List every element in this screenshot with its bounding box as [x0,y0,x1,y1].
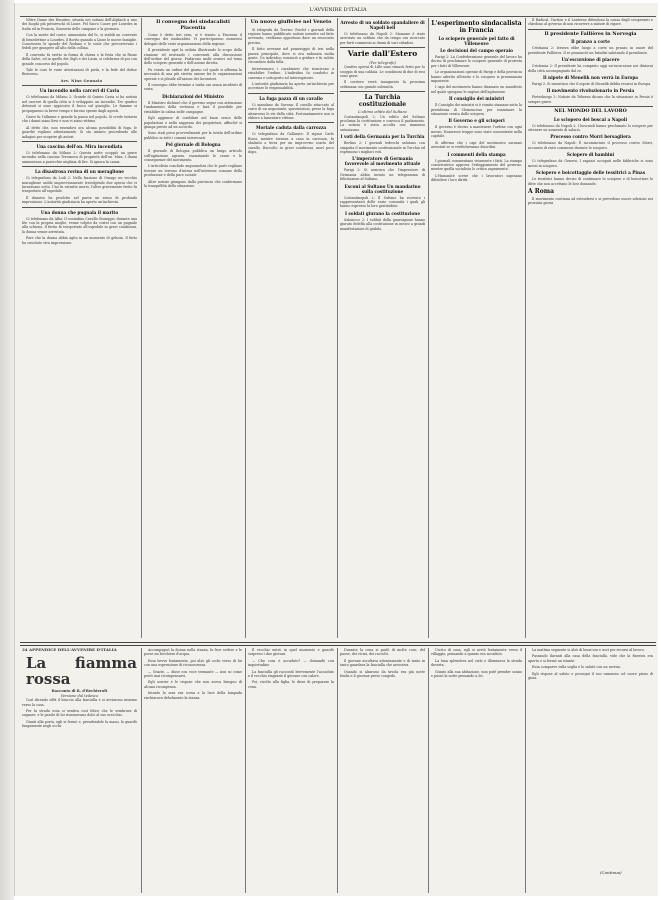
headline-fallieres-norvegia: Il presidente Fallières in Norvegia [544,30,637,37]
headline-persia: Il movimento rivoluzionario in Persia [546,88,635,94]
feuilleton-column-1: 34 APPENDICE DELL'AVVENIRE D'ITALIA La fiamma rossa Racconto di R. d'Rechteroft Versione dal tedesco Così dicendo offrì il braccio alla fanciulla e si avviarono insieme verso la casa. Per la strada essa si sentiva così felice che le sembrava di sognare, e le parole di lui risuonavano dolci al suo orecchio. Giunti alla porta, egli si fermò e, prendendole la mano, la guardò lungamente negli occhi. [22,648,137,729]
column-2: Il convegno dei sindacalisti Piacentia Come è detto ieri sera, si è tenuto a Piacenza il convegno dei sindacalisti. Vi parteciparono numerosi delegati delle varie organizzazioni della regione. Il presidente aprì la seduta illustrando lo scopo della riunione ed invitando i convenuti alla discussione dell'ordine del giorno. Parlarono molti oratori sul tema dello sciopero generale e dell'azione diretta. Fu votato un ordine del giorno col quale si afferma la necessità di una più stretta unione fra le organizzazioni operaie e si plaude all'azione dei lavoratori. Il convegno ebbe termine a tarda ora senza incidenti di sorta. Dichiarazioni del Ministro Il Ministro dichiarò che il governo segue con attenzione l'andamento della vertenza e farà il possibile per ristabilire la calma nelle campagne. Egli aggiunse di confidare nel buon senso delle popolazioni e nella saggezza dei proprietari, affinché si giunga presto ad un accordo. Sono stati presi provvedimenti per la tutela dell'ordine pubblico in tutti i comuni interessati. Pel giornale di Bologna Il giornale di Bologna pubblica un lungo articolo sull'agitazione agraria, esaminando le cause e le conseguenze del movimento. L'articolista conclude augurandosi che le parti vogliano trovare un terreno d'intesa nell'interesse comune della produzione e della pace sociale. Altre notizie giungono dalla provincia che confermano la tranquillità della situazione. [144,19,242,188]
column-rule [141,648,142,893]
headline-caduta-carrozza: Mortale caduta dalla carrozza [255,125,327,131]
page-spine-shadow [0,0,14,900]
headline-consiglio-ministri: Il consiglio dei ministri [448,96,505,102]
feuilleton-author: Racconto di R. d'Rechteroft [51,689,108,694]
headline-varie-estero: Varie dall'Estero [347,49,418,59]
divider [22,207,137,208]
divider [340,47,425,48]
feuilleton-appendix: 34 APPENDICE DELL'AVVENIRE D'ITALIA [22,648,117,652]
divider [22,166,137,167]
headline-sciopero-villeneuve: Lo sciopero generale pel fatto di Villeneuve [438,36,515,46]
headline-fuga-cavallo: La fuga pazza di un cavallo [259,95,323,101]
feuilleton-translation: Versione dal tedesco [60,693,99,698]
divider [248,93,334,94]
column-rule [245,18,246,638]
headline-cascina-incendiata: Una cascina dell'on. Mira incendiata [36,143,123,149]
column-rule [141,18,142,638]
divider [340,91,425,92]
headline-nipote-menelik: Il nipote di Menelik non verrà in Europa [543,74,638,80]
column-1: Nôtre Dame des Exsuites, situata nei sottani dell'Alphach a uno dei luoghi più pittoreschi di Lione. Pel Sacro Cuore per Lourdes in Italia ed in Francia, Sonneria delle campane e la giornata. Con la morte del conte, annunziata dal fr., si stabili un convento di benedettine a Lourdes, il fiorito quando a Lione le nuove famiglie. Concessero le sponde del Rodano e le scale che percorrevano i fedeli per giungere all'alto della collina. Il convento fu eretto in forma di chiesa e la festa che in Rione della Salve, ed in quello dei Gigli e dei Lusin, si celebrava di poi con grande concorso del popolo. Tale le cose le varie attestazioni di pietà, e la fede del dottor Bienvenu. Avv. Nino Gennaio Un incendio nella carceri di Cavia Ci telefonano da Milano 2: Grande di Quinto Cavia si ha notizia nel carcere di quella città si è sviluppato un incendio. Tre quattro detenuti si sono appiccato il fuoco sul giaciglio. Le fiamme si propagarono in breve tempo e furono spente dagli agenti. Grave fu l'allarme e grande la paura nel popolo. Si crede tuttavia che i danni siano lievi e non vi siano vittime. Al detto che, non essendovi ora alcuna possibilità di fuga, le guardie vigilano attentamente. Si sta intanto procedendo alle indagini per scoprire gli autori. Una cascina dell'on. Mira incendiata Ci telefonano da Milano 2: Questa notte scoppiò un grave incendio nella cascina Terranova di proprietà dell'on. Mira. I danni ammontano a parecchie migliaia di lire. Si ignora la causa. La disastrosa rovina di un meraglione Ci telegrafano da Lodi 2: Nella frazione di Ossago un vecchio muraglione cadde improvvisamente travolgendo due operai che vi lavoravano sotto. Uno fu estratto morto, l'altro gravemente ferito fu trasportato all'ospedale. Il disastro ha prodotto nel paese un senso di profonda impressione. L'autorità giudiziaria ha aperto un'inchiesta. Una donna che pugnala il marito Ci telefonano da Alba: Il contadino Cavallo Giuseppe, durante una lite con la propria moglie, venne colpito da costei con un pugnale alla schiena. Il ferito fu trasportato all'ospedale in gravi condizioni, la donna venne arrestata. Pare che la donna abbia agito in un momento di gelosia. Il fatto ha suscitato viva impressione. [22,18,137,245]
column-rule [337,648,338,893]
headline-pranzo-corte: Il pranzo a corte [571,39,610,45]
header-title: L'AVVENIRE D'ITALIA [309,7,367,13]
feuilleton-title: La fiamma rossa [26,654,137,689]
headline-boscai-napoli: Lo sciopero dei boscai a Napoli [553,116,628,122]
feuilleton-column-6: La mattina seguente si alzò di buon'ora e uscì per recarsi al lavoro. Passando davanti alla casa della fanciulla, vide che la finestra era aperta e si fermò un istante. Essa comparve sulla soglia e lo salutò con un sorriso. Egli rispose al saluto e proseguì il suo cammino col cuore pieno di gioia. [528,648,653,681]
headline-giuffelee-veneto: Un nuovo giuffelee nel Veneto [250,19,332,25]
headline-turchia-costituzionale: La Turchia costituzionale [358,94,407,109]
headline-escursione: Un'escursione di piacere [561,57,620,63]
feuilleton-separator [20,642,656,643]
divider [22,85,137,86]
divider [528,106,653,107]
headline-a-roma: A Roma [528,187,554,195]
column-5: L'esperimento sindacalista in Francia Lo sciopero generale pel fatto di Villeneuve Le decisioni del campo operaio Parigi 2: La Confederazione generale del lavoro ha deciso di proclamare lo sciopero generale di protesta per i fatti di Villeneuve. Le organizzazioni operaie di Parigi e della provincia hanno aderito all'invito e lo sciopero si preannunzia imponente. I capi del movimento hanno diramato un manifesto nel quale spiegano le ragioni dell'agitazione. Il consiglio dei ministri Il Consiglio dei ministri si è riunito stamane sotto la presidenza di Clemenceau per esaminare la situazione creata dallo sciopero. Il Governo e gli scioperi Il governo è deciso a mantenere l'ordine con ogni mezzo. Numerose truppe sono state concentrate nella capitale. Si afferma che i capi del movimento saranno arrestati se si verificheranno disordini. I commenti della stampa I giornali commentano vivamente i fatti. La stampa conservatrice approva l'atteggiamento del governo, mentre quella socialista lo critica aspramente. L'Humanité scrive che i lavoratori sapranno difendere i loro diritti. [431,20,522,183]
feuilleton-column-2: Accompagnò la donna nella stanza, la fece sedere e le porse un bicchiere d'acqua. Essa bevve lentamente, poi alzò gli occhi verso di lui con una espressione di riconoscenza. — Grazie, — disse con voce tremante — non so come potrò mai ricompensarvi. Egli sorrise e le rispose che non aveva bisogno di alcuna ricompensa. Intanto la sera era scesa e la luce della lampada rischiarava debolmente la stanza. [144,648,242,700]
feuilleton-column-4: Durante la cena si parlò di molte cose, del paese, dei vicini, dei raccolti. Il giovane ascoltava attentamente e di tanto in tanto guardava la fanciulla che arrossiva. Quando si alzarono da tavola era già notte fonda e il giovane prese congedo. [340,648,425,679]
feuilleton-column-5: Uscito di casa, egli si avviò lentamente verso il villaggio, pensando a quanto era accaduto. La luna splendeva nel cielo e illuminava la strada deserta. Giunto alla sua abitazione, non poté prender sonno e passò la notte pensando a lei. [431,648,522,679]
headline-decisioni-operaio: Le decisioni del campo operaio [440,48,513,53]
notice-signature: Avv. Nino Gennaio [60,78,103,83]
divider [248,122,334,123]
headline-imperatore-germania: L'imperatore di Germania favorevole al movimento attuale [344,156,421,167]
headline-esconi-sultano: Esconi al Sultano Un mandarino sulla costituzione [344,183,421,194]
headline-commenti-stampa: I commenti della stampa [447,151,506,157]
running-header [20,4,656,17]
headline-voti-germania: I voti della Germania per la Turchia [340,134,425,140]
column-rule [428,18,429,638]
column-6: Il Radical, l'Action e il Lanterne difendono la causa degli scioperanti e chiedono al governo di non ricorrere a misure di rigore. Il presidente Fallières in Norvegia Il pranzo a corte Cristiania 2: Iersera ebbe luogo a corte un pranzo in onore del presidente Fallières. Il re pronunciò un brindisi salutando il presidente. Un'escursione di piacere Cristiania 2: Il presidente ha compiuto oggi un'escursione nei dintorni della città accompagnato dal re. Il nipote di Menelik non verrà in Europa Parigi 2: Si smentisce che il nipote di Menelik debba recarsi in Europa. Il movimento rivoluzionario in Persia Pietroburgo 2: Notizie da Teheran dicono che la situazione in Persia è sempre grave. NEL MONDO DEL LAVORO Lo sciopero dei boscai a Napoli Ci telefonano da Napoli 2: I boscaioli hanno proclamato lo sciopero per ottenere un aumento di salario. Processo contro Morri bersagliera Ci telefonano da Napoli: È incominciato il processo contro Morri, accusato di reati commessi durante lo sciopero. Sciopero di bambini Ci telegrafano da Genova: I ragazzi occupati nelle fabbriche si sono messi in sciopero. Sciopero e boicottaggio delle tessitrici a Pinas Le tessitrici hanno deciso di continuare lo sciopero e di boicottare le ditte che non accettano le loro domande. A Roma Il movimento continua ad estendersi e si prevedono nuove adesioni nei prossimi giorni. [528,18,653,206]
feuilleton-continued: (Continua) [600,870,622,875]
headline-ministro: Dichiarazioni del Ministro [162,93,224,99]
headline-soldati-giurano: I soldati giurano la costituzione [345,210,420,216]
subheading-telegrafo: (Per telegrafo) [369,60,396,65]
headline-tessitrici-pinas: Sciopero e boicottaggio delle tessitrici a Pinas [535,170,646,176]
headline-esperimento-sindacalista: L'esperimento sindacalista in Francia [431,20,522,34]
column-4: Arresto di un soldato spandaliere di Napoli bell Ci telefonano da Napoli 2: Stamane è stato arrestato un soldato che da tempo era ricercato per furti commessi ai danni di vari cittadini. Varie dall'Estero (Per telegrafo) Quattro operai di Lille sono rimasti feriti per lo scoppio di una caldaia. Le condizioni di due di essi sono gravi. Il corriere verrà inaugurato la prossima settimana con grande solennità. La Turchia costituzionale L'ultimo editto del Sultano Costantinopoli 2: Un editto del Sultano proclama la costituzione e convoca il parlamento. La notizia è stata accolta con immenso entusiasmo. I voti della Germania per la Turchia Berlino 2: I giornali tedeschi salutano con simpatia il movimento costituzionale in Turchia ed esprimono i migliori voti. L'imperatore di Germania favorevole al movimento attuale Parigi 2: Si assicura che l'imperatore di Germania abbia inviato un telegramma di felicitazioni al Sultano. Esconi al Sultano Un mandarino sulla costituzione Costantinopoli 2: Il Sultano ha ricevuto i rappresentanti delle varie comunità i quali gli hanno espresso la loro gratitudine. I soldati giurano la costituzione Salonicco 2: I soldati della guarnigione hanno giurato fedeltà alla costituzione in mezzo a grandi manifestazioni di giubilo. [340,20,425,231]
headline-donna-pugnala: Una donna che pugnala il marito [40,209,119,215]
subheading-editto-sultano: L'ultimo editto del Sultano [358,110,407,115]
headline-giornale-bologna: Pel giornale di Bologna [165,142,221,148]
column-3: Un nuovo giuffelee nel Veneto Si telegrafa da Treviso: Poiché i giornali della regione hanno pubblicato notizie inesatte sul fatto avvenuto, crediamo opportuno dare un resoconto preciso. Il fatto avvenne nel pomeriggio di ieri nella piazza principale, dove si era radunata molta gente. Un individuo cominciò a gridare e fu subito circondato dalla folla. Intervennero i carabinieri che riuscirono a ristabilire l'ordine. L'individuo fu condotto in caserma e sottoposto ad interrogatorio. L'autorità giudiziaria ha aperto un'inchiesta per accertare le responsabilità. La fuga pazza di un cavallo Ci mandano da Savona: Il cavallo attaccato al carro di un negoziante, spaventatosi, prese la fuga attraverso le vie della città. Fortunatamente non si ebbero a lamentare vittime. Mortale caduta dalla carrozza Ci telegrafano da Gallarate: Il signor Carlo Rossi, mentre tornava a casa in carrozza, fu sbalzato a terra per un improvviso scarto del cavallo. Raccolto in gravi condizioni, morì poco dopo. [248,19,334,155]
headline-incendio-carceri: Un incendio nella carceri di Cavia [39,88,120,94]
headline-mondo-lavoro: NEL MONDO DEL LAVORO [554,108,627,115]
column-rule [337,18,338,638]
column-rule [525,18,526,638]
headline-arresto-soldato: Arresto di un soldato spandaliere di Napoli bell [340,20,425,30]
divider [528,29,653,30]
feuilleton-column-3: Il vecchio entrò in quel momento e guardò sorpreso i due giovani. — Che cosa è accaduto? — domandò con inquietudine. La fanciulla gli raccontò brevemente l'accaduto e il vecchio ringraziò il giovane con calore. Poi, rivolto alla figlia, le disse di preparare la cena. [248,648,334,689]
feuilleton-separator [20,645,656,646]
column-rule [525,648,526,893]
headline-processo-morri: Processo contro Morri bersagliera [550,134,631,140]
headline-sciopero-bambini: Sciopero di bambini [566,152,615,158]
headline-convegno-sindacalisti: Il convegno dei sindacalisti Piacentia [156,19,230,31]
column-rule [245,648,246,893]
divider [22,141,137,142]
headline-governo-scioperi: Il Governo e gli scioperi [448,118,505,124]
headline-meraglione: La disastrosa rovina di un meraglione [35,169,124,175]
column-rule [428,648,429,893]
